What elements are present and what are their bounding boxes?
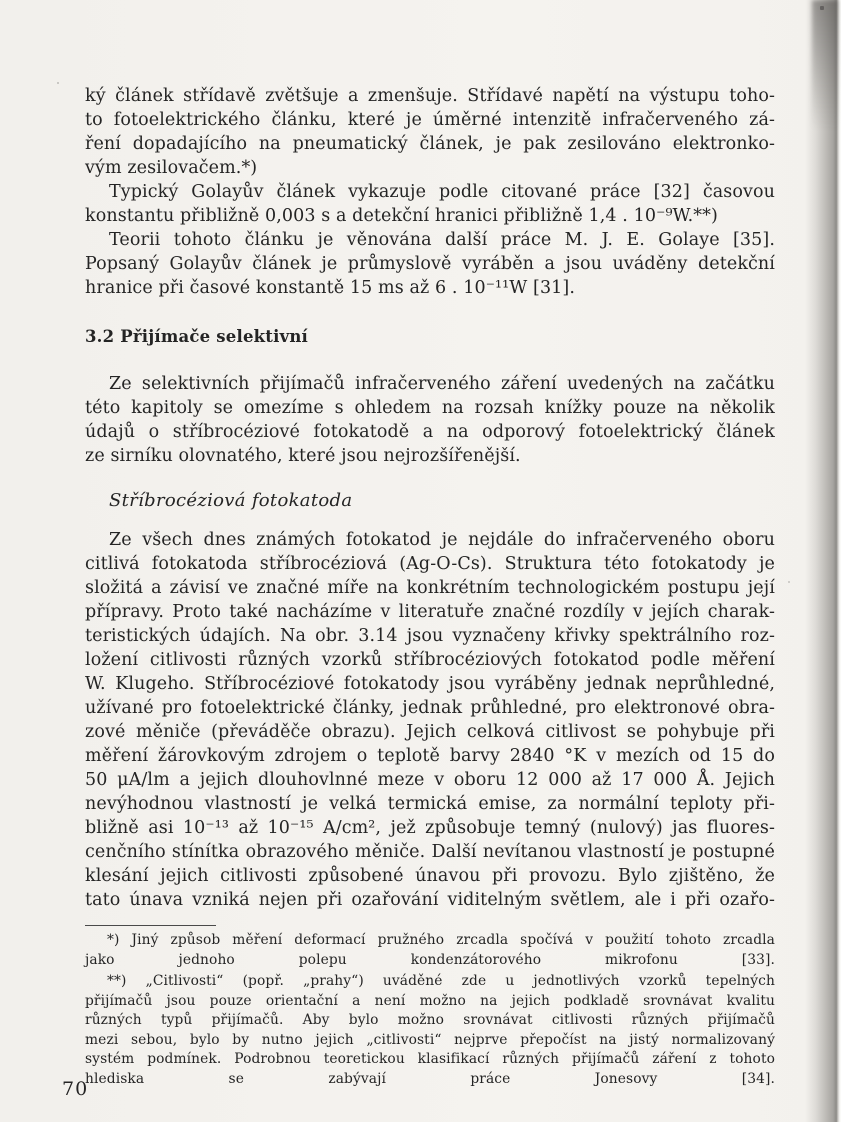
footnote-1: [85, 931, 775, 970]
paragraph-1: [85, 84, 775, 180]
text-line: 50 μA/lm a jejich dlouhovlnné meze v oboru 12 000 až 17 000 Å. Jejich: [85, 770, 775, 790]
text-line: zové měniče (převáděče obrazu). Jejich celková citlivost se pohybuje při: [85, 722, 775, 742]
text-line: bližně asi 10⁻¹³ až 10⁻¹⁵ A/cm², jež způsobuje temný (nulový) jas fluores-: [85, 818, 775, 838]
text-line: tato únava vzniká nejen při ozařování viditelným světlem, ale i při ozařo-: [85, 890, 775, 910]
text-line: citlivá fotokatoda stříbrocéziová (Ag-O-Cs). Struktura této fotokatody je: [85, 554, 775, 574]
text-line: přijímačů jsou pouze orientační a není možno na jejich podkladě srovnávat kvalitu: [85, 992, 775, 1009]
text-line: ký článek střídavě zvětšuje a zmenšuje. Střídavé napětí na výstupu toho-: [85, 86, 775, 106]
footnote-2: [85, 972, 775, 1089]
text-line: Ze selektivních přijímačů infračerveného záření uvedených na začátku: [109, 374, 775, 394]
text-line: této kapitoly se omezíme s ohledem na rozsah knížky pouze na několik: [85, 398, 775, 418]
text-line: vým zesilovačem.*): [85, 158, 258, 178]
page-number: 70: [62, 1078, 89, 1100]
text-line: přípravy. Proto také nacházíme v literatuře značné rozdíly v jejích charak-: [85, 602, 775, 622]
text-line: W. Klugeho. Stříbrocéziové fotokatody jsou vyráběny jednak neprůhledné,: [85, 674, 775, 694]
footnote-block: [85, 925, 775, 1089]
text-line: **) „Citlivosti“ (popř. „prahy“) uváděné zde u jednotlivých vzorků tepelných: [107, 973, 775, 989]
paragraph-5: [85, 528, 775, 912]
text-column: [85, 84, 775, 1089]
text-line: hlediska se zabývají práce Jonesovy [34].: [85, 1070, 775, 1087]
paragraph-4: [85, 372, 775, 468]
text-line: údajů o stříbrocéziové fotokatodě a na odporový fotoelektrický článek: [85, 422, 775, 442]
text-line: ze sirníku olovnatého, které jsou nejrozšířenější.: [85, 446, 521, 466]
paragraph-2: [85, 180, 775, 228]
scan-edge-top-shadow: [812, 0, 838, 130]
text-line: Ze všech dnes známých fotokatod je nejdále do infračerveného oboru: [109, 530, 775, 550]
text-line: cenčního stínítka obrazového měniče. Další nevítanou vlastností je postupné: [85, 842, 775, 862]
text-line: Typický Golayův článek vykazuje podle citované práce [32] časovou: [109, 182, 775, 202]
scan-speck: [788, 581, 790, 583]
text-line: systém podmínek. Podrobnou teoretickou klasifikací různých přijímačů záření z tohoto: [85, 1051, 775, 1067]
scan-speck: [57, 82, 59, 84]
text-line: složitá a závisí ve značné míře na konkrétním technologickém postupu její: [85, 578, 775, 598]
text-line: klesání jejich citlivosti způsobené únavou při provozu. Bylo zjištěno, že: [85, 866, 775, 886]
text-line: užívané pro fotoelektrické články, jednak průhledné, pro elektronové obra-: [85, 698, 775, 718]
text-line: ložení citlivosti různých vzorků stříbrocéziových fotokatod podle měření: [85, 650, 775, 670]
text-line: to fotoelektrického článku, které je úměrné intenzitě infračerveného zá-: [85, 110, 775, 130]
footnote-rule: [85, 925, 216, 926]
scan-speck: [820, 6, 824, 10]
text-line: měření žárovkovým zdrojem o teplotě barvy 2840 °K v mezích od 15 do: [85, 746, 775, 766]
text-line: různých typů přijímačů. Aby bylo možno srovnávat citlivosti různých přijímačů: [85, 1012, 775, 1028]
text-line: hranice při časové konstantě 15 ms až 6 . 10⁻¹¹W [31].: [85, 278, 575, 298]
subsection-heading: Stříbrocéziová fotokatoda: [109, 490, 353, 511]
text-line: konstantu přibližně 0,003 s a detekční hranici přibližně 1,4 . 10⁻⁹W.**): [85, 206, 718, 226]
text-line: nevýhodnou vlastností je velká termická emise, za normální teploty při-: [85, 794, 775, 814]
text-line: Teorii tohoto článku je věnována další práce M. J. E. Golaye [35].: [109, 230, 775, 250]
text-line: mezi sebou, bylo by nutno jejich „citlivosti“ nejprve přepočíst na jistý normalizovaný: [85, 1031, 775, 1048]
text-line: jako jednoho polepu kondenzátorového mikrofonu [33].: [85, 951, 775, 968]
section-heading: 3.2 Přijímače selektivní: [85, 327, 309, 346]
paragraph-3: [85, 228, 775, 300]
text-line: teristických údajích. Na obr. 3.14 jsou vyznačeny křivky spektrálního roz-: [85, 626, 775, 646]
text-line: ření dopadajícího na pneumatický článek, je pak zesilováno elektronko-: [85, 134, 775, 154]
text-line: *) Jiný způsob měření deformací pružného zrcadla spočívá v použití tohoto zrcadla: [107, 932, 775, 948]
scan-edge-shadow: [805, 0, 841, 1122]
text-line: Popsaný Golayův článek je průmyslově vyráběn a jsou uváděny detekční: [85, 254, 775, 274]
